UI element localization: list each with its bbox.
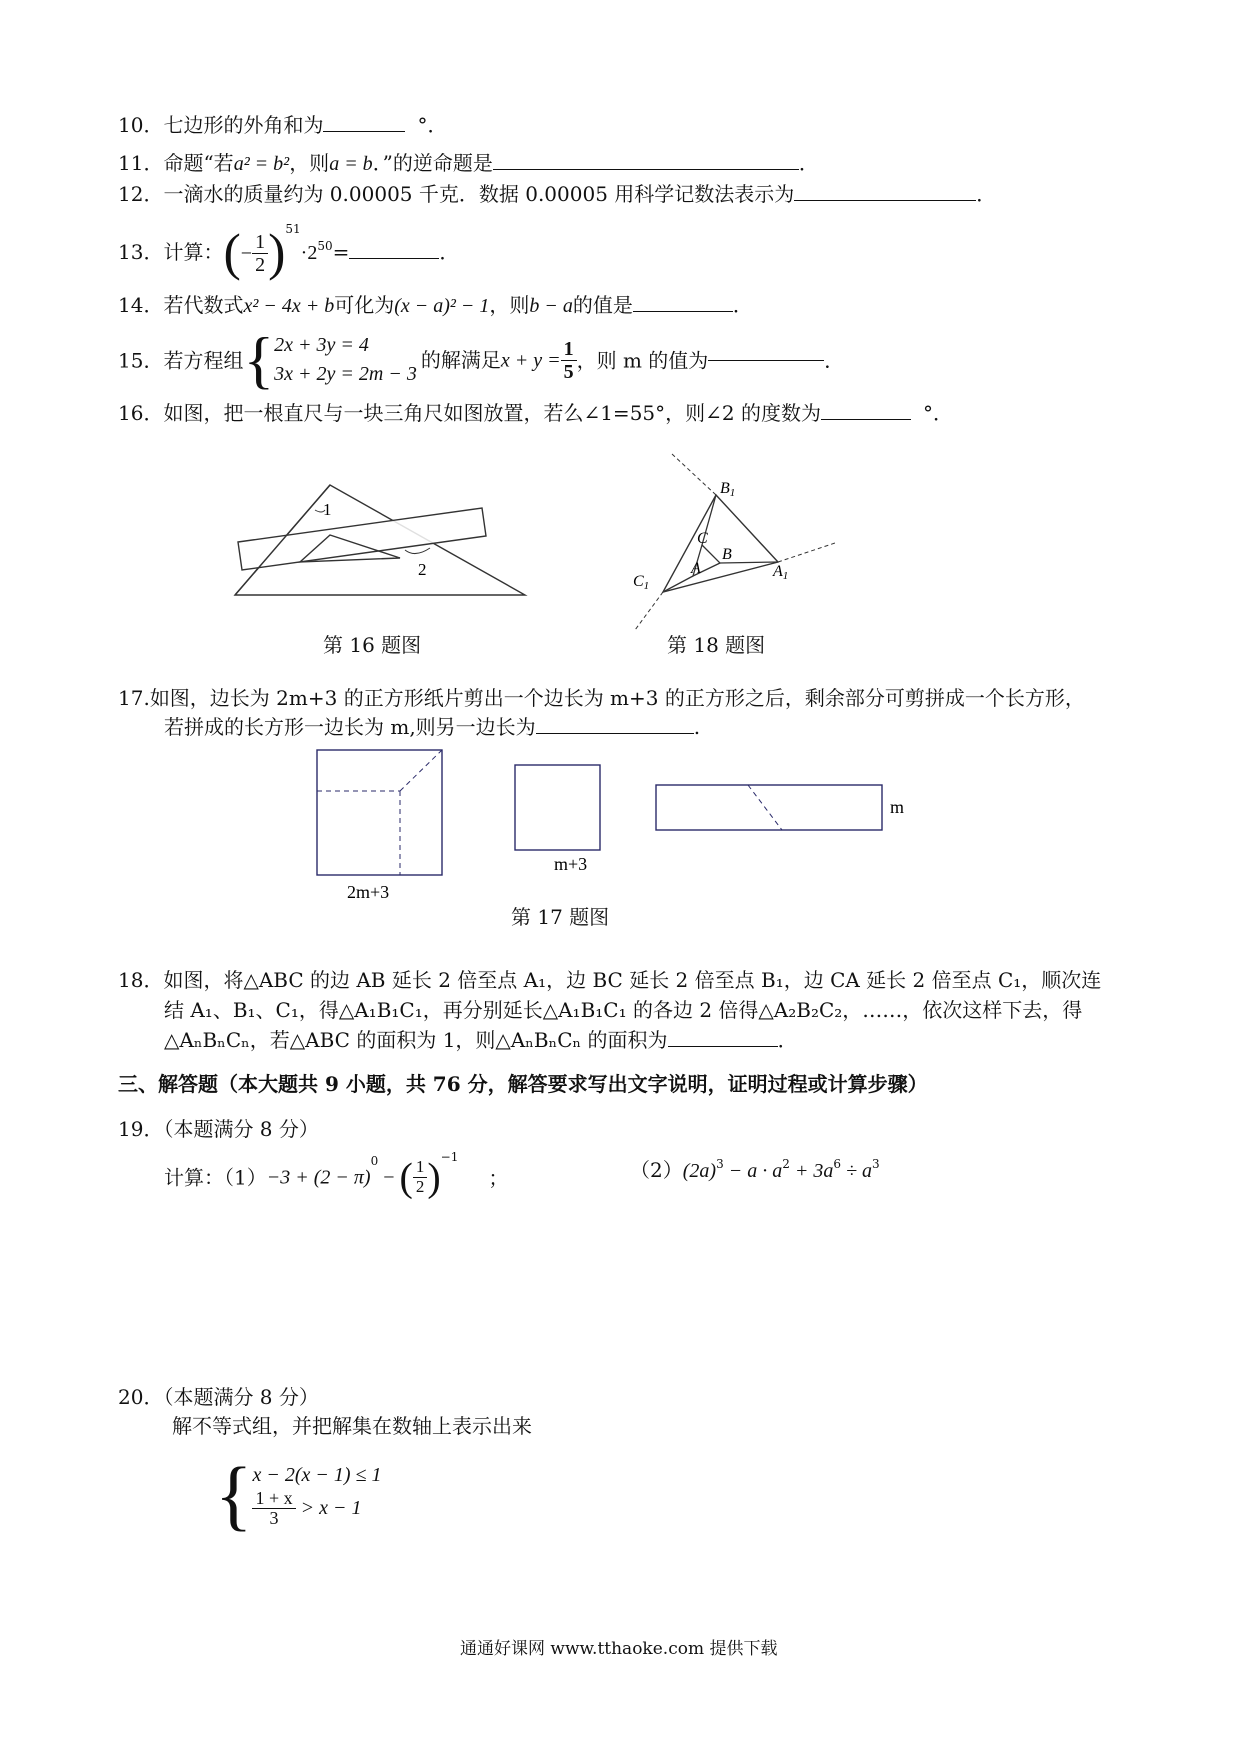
math-expression: −3 + (2 − π) xyxy=(266,1166,371,1189)
triangle-a1b1c1 xyxy=(663,495,778,592)
question-text: 如图，把一根直尺与一块三角尺如图放置，若么∠1=55°，则∠2 的度数为 xyxy=(163,401,821,425)
exponent: 51 xyxy=(285,222,301,236)
figure-16 xyxy=(230,470,540,610)
vertex-b-label: B xyxy=(722,546,732,563)
exponent: −1 xyxy=(440,1150,459,1164)
score-label: （本题满分 8 分） xyxy=(163,1385,319,1409)
small-square-label: m+3 xyxy=(554,854,588,874)
math-expression: − a · a xyxy=(723,1160,783,1182)
fraction xyxy=(561,338,577,383)
answer-blank xyxy=(668,1045,778,1047)
exponent: 2 xyxy=(782,1157,790,1171)
question-text: 如图，将△ABC 的边 AB 延长 2 倍至点 A₁，边 BC 延长 2 倍至点 B₁，边 CA 延长 2 倍至点 C₁，顺次连 xyxy=(163,968,1102,992)
vertex-a1-label: A xyxy=(773,563,783,580)
question-10 xyxy=(118,113,447,137)
right-paren: ) xyxy=(268,224,286,282)
question-text: （2） xyxy=(630,1158,683,1182)
fraction xyxy=(252,1489,295,1530)
period: ． xyxy=(798,151,819,175)
degree-unit: °． xyxy=(417,113,448,137)
inequality-1: x − 2(x − 1) ≤ 1 xyxy=(252,1463,382,1486)
numerator: 1 + x xyxy=(252,1489,295,1510)
question-text: △AₙBₙCₙ，若△ABC 的面积为 1，则△AₙBₙCₙ 的面积为 xyxy=(164,1028,668,1052)
exponent: 3 xyxy=(871,1157,880,1171)
vertex-c1-label: C xyxy=(633,573,644,590)
left-paren: ( xyxy=(223,224,241,282)
question-text: 可化为 xyxy=(334,293,395,317)
math-expression: + 3a xyxy=(789,1160,834,1182)
answer-blank xyxy=(536,732,694,734)
big-square xyxy=(317,750,442,875)
period: ． xyxy=(976,182,997,206)
ruler xyxy=(238,508,486,570)
rectangle-label: m xyxy=(890,797,905,817)
question-text: ．”的逆命题是 xyxy=(372,151,493,175)
question-16 xyxy=(118,401,953,425)
question-15 xyxy=(118,322,844,399)
question-19-part-2 xyxy=(630,1157,880,1183)
question-text: 如图，边长为 2m+3 的正方形纸片剪出一个边长为 m+3 的正方形之后，剩余部分可剪拼成一个长方形， xyxy=(149,686,1085,710)
math-expression: a = b xyxy=(329,153,373,175)
big-square-label: 2m+3 xyxy=(347,882,390,902)
system-brace: { xyxy=(243,324,275,395)
question-14 xyxy=(118,293,753,318)
degree-unit: °． xyxy=(922,401,953,425)
question-18-line-2 xyxy=(164,998,1082,1022)
math-expression: ÷ a xyxy=(840,1160,872,1182)
angle-2-label: 2 xyxy=(418,560,427,579)
math-expression: (2a) xyxy=(682,1160,717,1182)
question-number: 13． xyxy=(118,240,164,264)
figure-18 xyxy=(625,450,845,630)
exponent: 6 xyxy=(833,1157,841,1171)
figure-17 xyxy=(300,745,920,905)
angle-1-label: 1 xyxy=(323,500,332,519)
numerator: 1 xyxy=(413,1158,428,1178)
vertex-a-label: A xyxy=(691,560,701,577)
answer-blank xyxy=(323,130,405,132)
math-expression: − xyxy=(378,1166,400,1189)
period: ． xyxy=(439,240,460,264)
numerator: 1 xyxy=(561,338,577,361)
question-20-text: 解不等式组，并把解集在数轴上表示出来 xyxy=(172,1414,532,1438)
equation-system xyxy=(274,331,417,389)
answer-blank xyxy=(708,359,824,361)
question-17 xyxy=(118,686,1085,710)
question-number: 17. xyxy=(118,686,150,710)
minus-sign: − xyxy=(240,242,253,265)
vertex-b1-sub: 1 xyxy=(729,487,736,499)
exponent: 50 xyxy=(317,239,333,253)
svg-text:A1 xyxy=(772,563,788,582)
numerator: 1 xyxy=(252,231,268,254)
question-text: 七边形的外角和为 xyxy=(163,113,324,137)
period: . xyxy=(693,715,701,739)
question-text: 计算：（1） xyxy=(164,1165,267,1190)
question-number: 20． xyxy=(118,1385,164,1409)
answer-blank xyxy=(633,310,733,312)
period: ． xyxy=(732,293,753,317)
denominator: 3 xyxy=(269,1508,279,1529)
math-expression: b − a xyxy=(529,295,573,317)
denominator: 2 xyxy=(415,1177,425,1196)
figure-18-caption: 第 18 题图 xyxy=(667,633,766,657)
vertex-c1-sub: 1 xyxy=(643,580,650,592)
question-text: 若拼成的长方形一边长为 m,则另一边长为 xyxy=(164,715,536,739)
equals: = xyxy=(332,240,350,264)
svg-text:B1 xyxy=(720,480,735,499)
question-number: 12． xyxy=(118,182,164,206)
question-text: 一滴水的质量约为 0.00005 千克．数据 0.00005 用科学记数法表示为 xyxy=(163,182,795,206)
figure-17-caption: 第 17 题图 xyxy=(511,905,610,929)
question-number: 11． xyxy=(118,151,164,175)
question-18-line-3 xyxy=(164,1028,798,1052)
question-number: 10． xyxy=(118,113,164,137)
math-expression: x + y = xyxy=(500,349,561,372)
question-number: 18． xyxy=(118,968,164,992)
question-text: 若方程组 xyxy=(163,348,244,373)
question-19-part-1 xyxy=(164,1150,508,1198)
question-text: 命题“若 xyxy=(163,151,234,175)
question-19 xyxy=(118,1117,319,1141)
vertex-b1-label: B xyxy=(720,480,730,497)
period: ． xyxy=(824,348,845,373)
question-text: 若代数式 xyxy=(163,293,244,317)
question-text: 的解满足 xyxy=(420,348,501,373)
inequalities xyxy=(252,1461,381,1530)
answer-blank xyxy=(794,199,976,201)
question-13 xyxy=(118,222,459,280)
figure-16-caption: 第 16 题图 xyxy=(323,633,422,657)
left-paren: ( xyxy=(399,1154,413,1200)
footer: 通通好课网 www.tthaoke.com 提供下载 xyxy=(460,1639,778,1659)
svg-text:C1 xyxy=(633,573,649,592)
question-number: 14． xyxy=(118,293,164,317)
separator: ； xyxy=(488,1165,509,1190)
fraction xyxy=(413,1158,428,1196)
math-expression: ·2 xyxy=(300,242,318,264)
period: ． xyxy=(777,1028,798,1052)
answer-blank xyxy=(493,168,799,170)
inequality-2 xyxy=(252,1489,381,1530)
equation-1: 2x + 3y = 4 xyxy=(274,334,369,357)
score-label: （本题满分 8 分） xyxy=(163,1117,319,1141)
fraction xyxy=(252,231,268,276)
question-18 xyxy=(118,968,1101,992)
exponent: 3 xyxy=(716,1157,724,1171)
section-3-title: 三、解答题（本大题共 9 小题，共 76 分，解答要求写出文字说明，证明过程或计算步骤） xyxy=(118,1072,928,1096)
question-number: 16． xyxy=(118,401,164,425)
math-expression: (x − a)² − 1 xyxy=(394,295,490,317)
math-expression: x² − 4x + b xyxy=(243,295,335,317)
inequality-rhs: > x − 1 xyxy=(300,1496,362,1519)
vertex-a1-sub: 1 xyxy=(782,570,789,582)
question-text: 结 A₁、B₁、C₁，得△A₁B₁C₁，再分别延长△A₁B₁C₁ 的各边 2 倍得△A₂B₂C₂，……，依次这样下去，得 xyxy=(164,998,1083,1022)
equation-2: 3x + 2y = 2m − 3 xyxy=(274,363,417,386)
denominator: 5 xyxy=(563,360,574,383)
question-text: ，则 xyxy=(489,293,530,317)
question-11 xyxy=(118,151,819,176)
question-number: 15． xyxy=(118,348,164,373)
question-17-line-2 xyxy=(164,715,700,739)
small-square xyxy=(515,765,600,850)
question-text: ，则 m 的值为 xyxy=(576,348,709,373)
question-number: 19． xyxy=(118,1117,164,1141)
rectangle xyxy=(656,785,882,830)
answer-blank xyxy=(349,257,439,259)
system-brace: { xyxy=(215,1451,253,1538)
math-expression: a² = b² xyxy=(233,153,290,175)
question-text: 的值是 xyxy=(572,293,633,317)
right-paren: ) xyxy=(427,1154,441,1200)
exponent: 0 xyxy=(370,1154,379,1168)
question-12 xyxy=(118,182,996,206)
question-text: 计算： xyxy=(163,240,224,264)
denominator: 2 xyxy=(255,254,266,276)
inequality-system xyxy=(215,1448,382,1542)
question-20 xyxy=(118,1385,319,1409)
answer-blank xyxy=(821,418,911,420)
question-text: ，则 xyxy=(289,151,330,175)
vertex-c-label: C xyxy=(697,530,708,547)
